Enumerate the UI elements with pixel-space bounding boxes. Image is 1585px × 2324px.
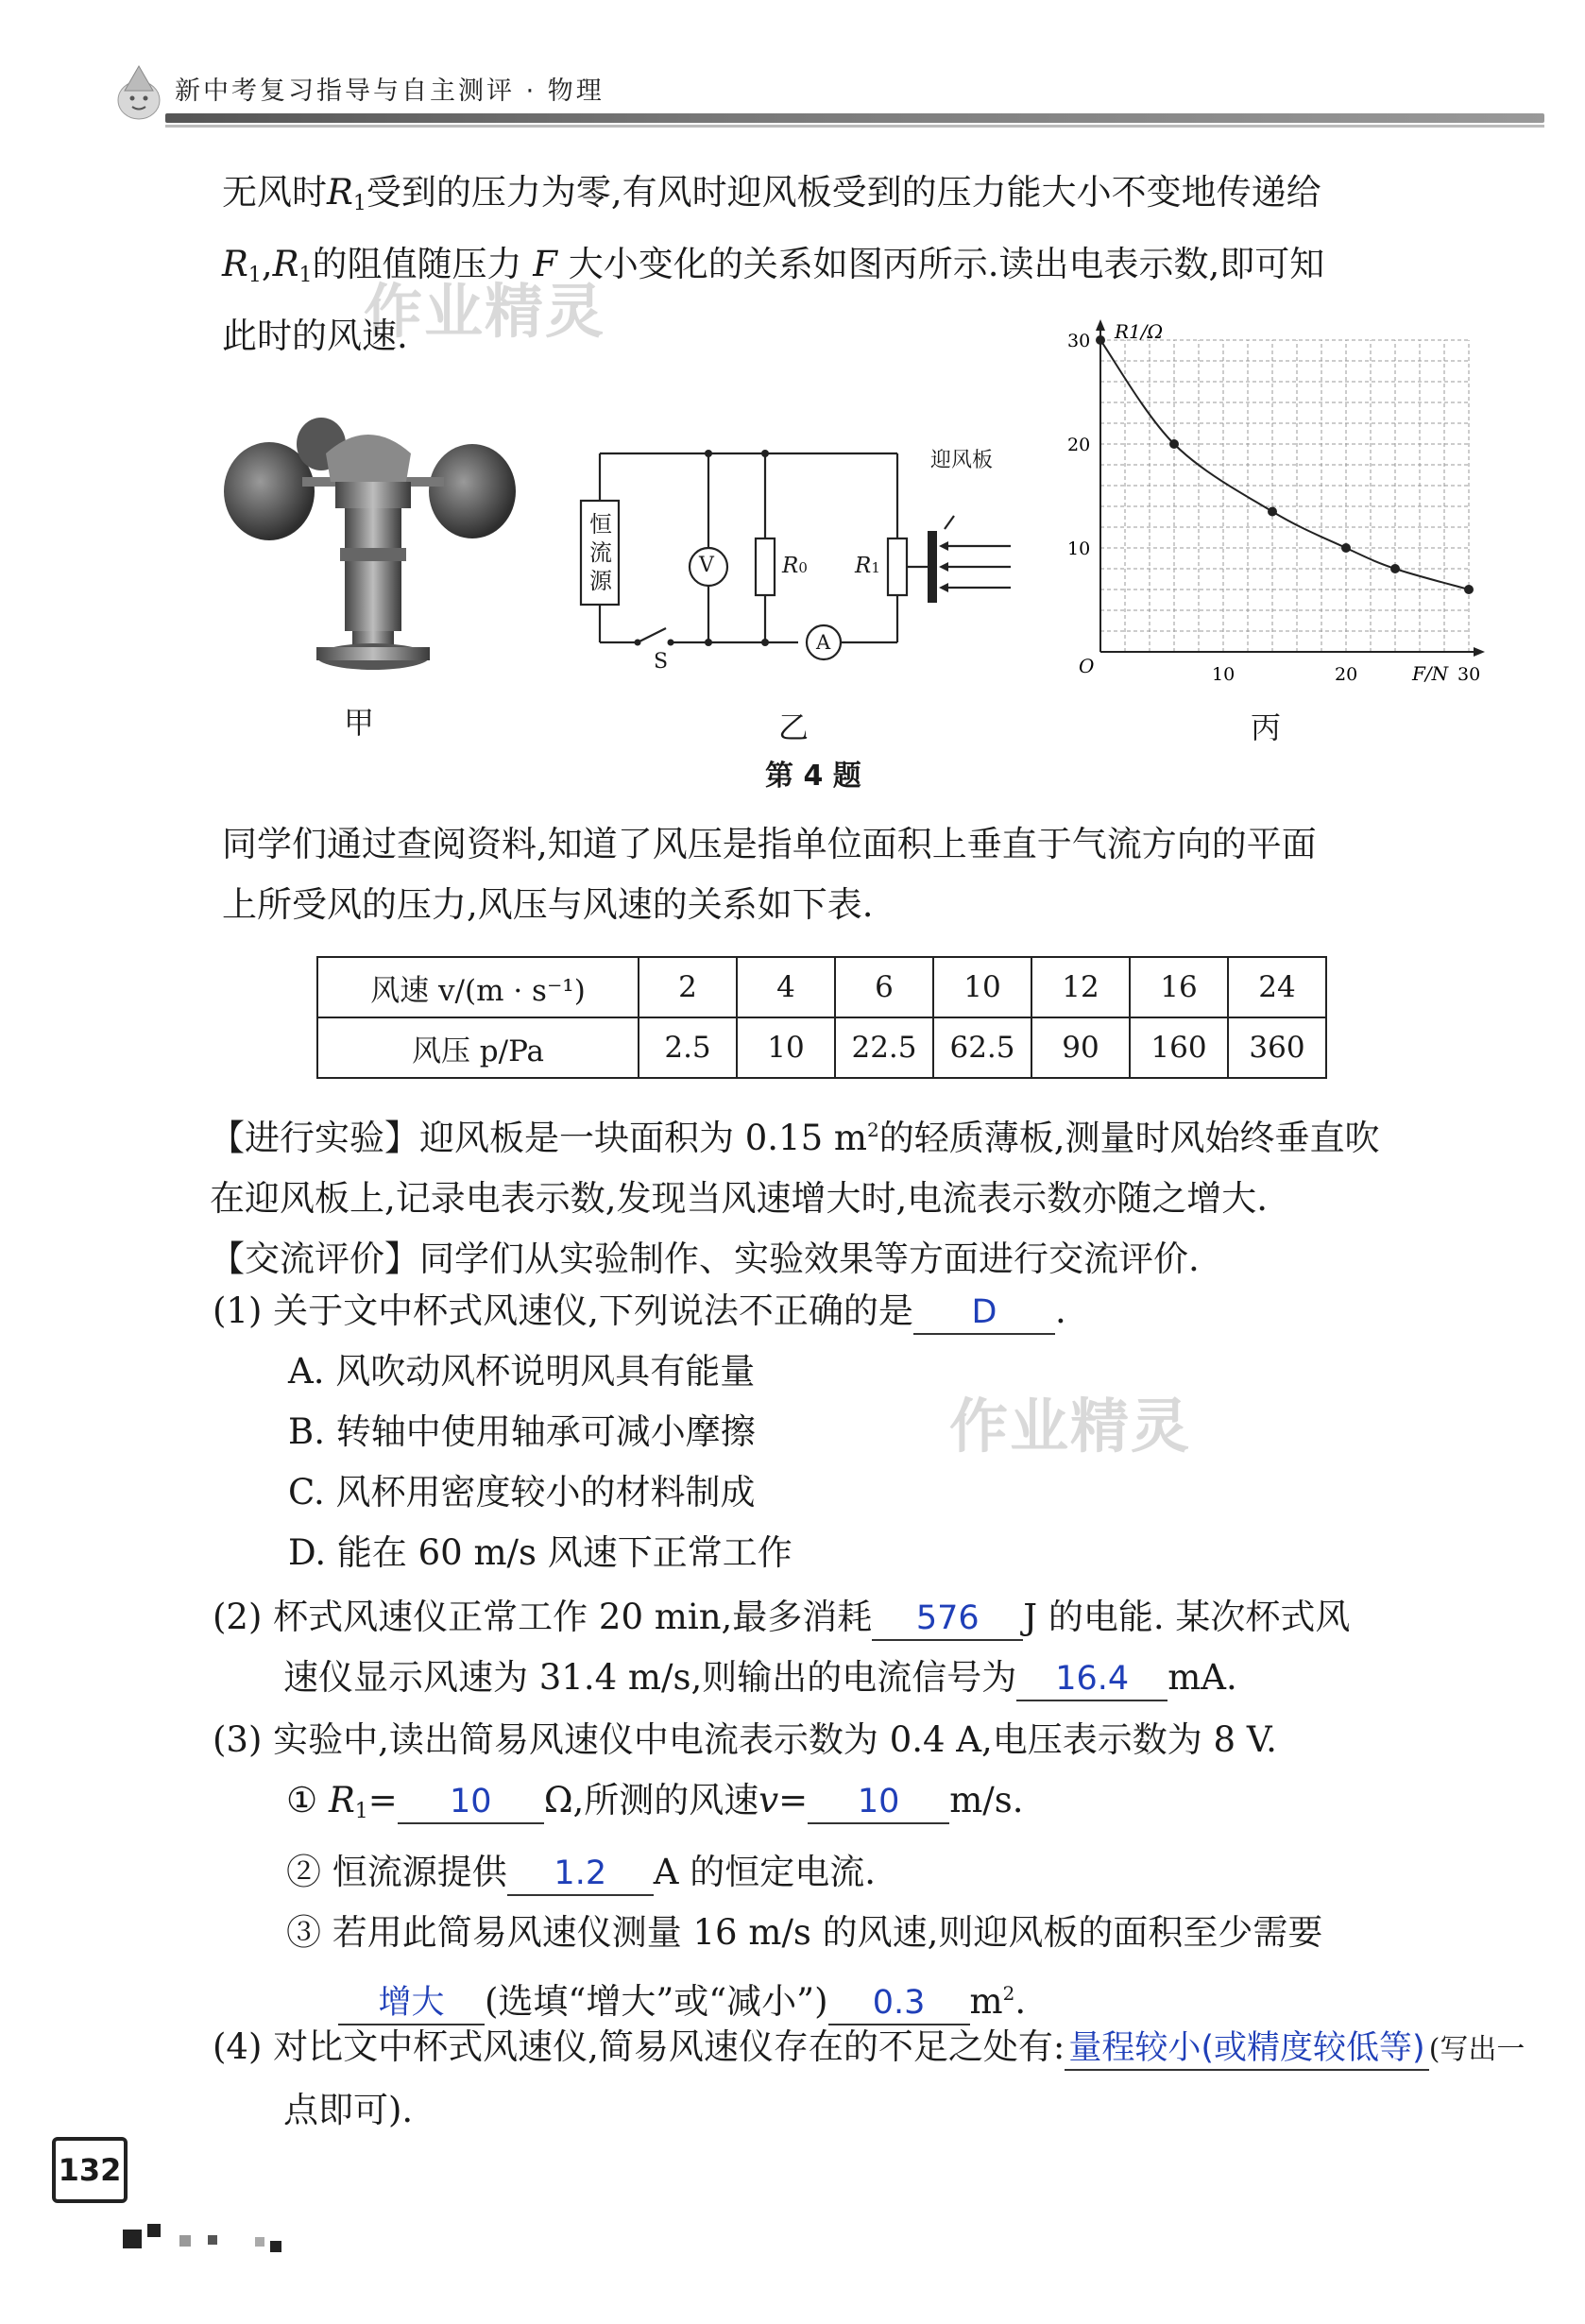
evaluation-line: 【交流评价】同学们从实验制作、实验效果等方面进行交流评价. [210,1239,1200,1279]
chart-grid [1100,340,1469,652]
intro-line-1: 无风时$R_1$受到的压力为零,有风时迎风板受到的压力能大小不变地传递给 [222,172,1321,215]
chart-data-point [1464,585,1474,594]
q1-option-b: B. 转轴中使用轴承可减小摩擦 [288,1411,756,1452]
question-4 [213,2017,1573,2141]
q3-answer-change: 增大 [338,1982,485,2025]
resistance-force-chart [1058,312,1492,690]
table-cell: 160 [1130,1017,1228,1078]
q3-answer-v: 10 [808,1781,949,1824]
q1-answer: D [913,1291,1055,1335]
x-tick-label: 20 [1335,664,1358,685]
q3-stem: (3) 实验中,读出简易风速仪中电流表示数为 0.4 A,电压表示数为 8 V. [213,1719,1277,1760]
x-axis-arrow [1474,647,1485,657]
chart-x-label: F/N [1412,662,1449,685]
para2-line-1: 同学们通过查阅资料,知道了风压是指单位面积上垂直于气流方向的平面 [222,824,1317,864]
q3-sub-3-line-2: 增大 (选填“增大”或“减小”) 0.3 $m^2$. [213,1963,1497,2032]
chart-data-point [1390,564,1400,573]
voltmeter-label: V [699,554,714,577]
table-cell: 10 [933,957,1031,1017]
q3-sub-1: ① $R_1= 10$ Ω,所测的风速v= 10 m/s. [286,1780,1024,1823]
table-row [317,1017,1326,1078]
data-table [316,956,1327,1079]
table-row-label: 风压 p/Pa [317,1017,639,1078]
chart-data-point [1169,439,1179,449]
wind-speed-pressure-table [316,956,1327,1079]
table-cell: 360 [1228,1017,1326,1078]
y-tick-label: 20 [1067,435,1091,455]
q4-line-1: (4) 对比文中杯式风速仪,简易风速仪存在的不足之处有: 量程较小(或精度较低等) (写出一 [213,2017,1573,2080]
watermark-2: 作业精灵 [949,1392,1192,1461]
header-rule [165,113,1544,123]
table-cell: 62.5 [933,1017,1031,1078]
q3-sub-3: ③ 若用此简易风速仪测量 16 m/s 的风速,则迎风板的面积至少需要 [286,1912,1323,1953]
footer-decoration [123,2220,312,2258]
q2-line-2: 速仪显示风速为 31.4 m/s,则输出的电流信号为 16.4 mA. [213,1648,1497,1708]
chart-data-point [1268,507,1277,517]
table-cell: 12 [1031,957,1130,1017]
header-logo-icon [111,62,166,123]
q3-answer-r1: 10 [398,1781,544,1824]
figure-label-jia: 甲 [343,705,374,741]
table-row-label: 风速 v/(m · s⁻¹) [317,957,639,1017]
anemometer-photo [213,416,524,680]
r0-label: R0 [782,554,808,578]
q3-sub-2: ② 恒流源提供 1.2 A 的恒定电流. [213,1842,1497,1903]
x-tick-label: 10 [1212,664,1236,685]
q1-option-a: A. 风吹动风杯说明风具有能量 [288,1351,756,1392]
figure-caption: 第 4 题 [765,760,861,793]
table-cell: 24 [1228,957,1326,1017]
x-tick-label: 30 [1457,664,1481,685]
page-number: 132 [52,2137,128,2203]
q1-stem: (1) 关于文中杯式风速仪,下列说法不正确的是 D . [213,1281,1497,1341]
table-cell: 16 [1130,957,1228,1017]
wind-pressure-paragraph [222,814,1478,935]
experiment-section [210,1100,1494,1290]
chart-svg [1058,312,1492,690]
y-axis-arrow [1096,319,1105,331]
q1-option-d: D. 能在 60 m/s 风速下正常工作 [288,1532,792,1573]
chart-data-point [1096,335,1105,345]
figure-label-yi: 乙 [777,709,809,745]
table-cell: 2.5 [639,1017,737,1078]
q3-answer-current: 1.2 [507,1853,654,1896]
q1-option-c: C. 风杯用密度较小的材料制成 [288,1472,756,1512]
ammeter-label: A [816,631,831,654]
q2-answer-1: 576 [872,1598,1023,1641]
table-cell: 6 [835,957,933,1017]
q4-answer: 量程较小(或精度较低等) [1065,2027,1428,2071]
header-title: 新中考复习指导与自主测评 · 物理 [175,77,605,106]
header-rule-thin [165,125,1544,128]
q3-answer-area: 0.3 [828,1982,970,2025]
chart-data-point [1341,543,1351,553]
figure-label-bing: 丙 [1250,709,1281,745]
chart-y-label: R1/Ω [1115,320,1164,343]
table-cell: 22.5 [835,1017,933,1078]
watermark-1: 作业精灵 [364,277,606,346]
question-1 [213,1281,1497,1583]
table-cell: 10 [737,1017,835,1078]
table-cell: 4 [737,957,835,1017]
question-3 [213,1710,1497,2032]
switch-label: S [654,650,669,674]
table-row [317,957,1326,1017]
constant-current-source-label: 恒 流 源 [589,511,612,594]
circuit-diagram [567,435,1020,685]
table-cell: 90 [1031,1017,1130,1078]
wind-board-label: 迎风板 [930,449,994,472]
r1-label: R1 [855,554,880,578]
table-cell: 2 [639,957,737,1017]
question-2 [213,1587,1497,1708]
chart-origin-label: O [1079,655,1095,677]
chart-axes [1100,326,1478,652]
intro-line-3: 此时的风速. [222,316,408,356]
q2-line-1: (2) 杯式风速仪正常工作 20 min,最多消耗 576 J 的电能. 某次杯式风 [213,1587,1497,1648]
intro-line-2: $R_1,R_1$的阻值随压力 F 大小变化的关系如图丙所示.读出电表示数,即可知 [222,244,1325,287]
para2-line-2: 上所受风的压力,风压与风速的关系如下表. [222,884,874,925]
q2-answer-2: 16.4 [1016,1658,1167,1701]
experiment-line-2: 在迎风板上,记录电表示数,发现当风速增大时,电流表示数亦随之增大. [210,1178,1269,1219]
q4-line-2: 点即可). [283,2090,414,2130]
y-tick-label: 10 [1067,538,1091,559]
y-tick-label: 30 [1067,331,1091,351]
experiment-line-1: 【进行实验】迎风板是一块面积为 0.15 $m^2$的轻质薄板,测量时风始终垂直吹 [210,1118,1380,1158]
